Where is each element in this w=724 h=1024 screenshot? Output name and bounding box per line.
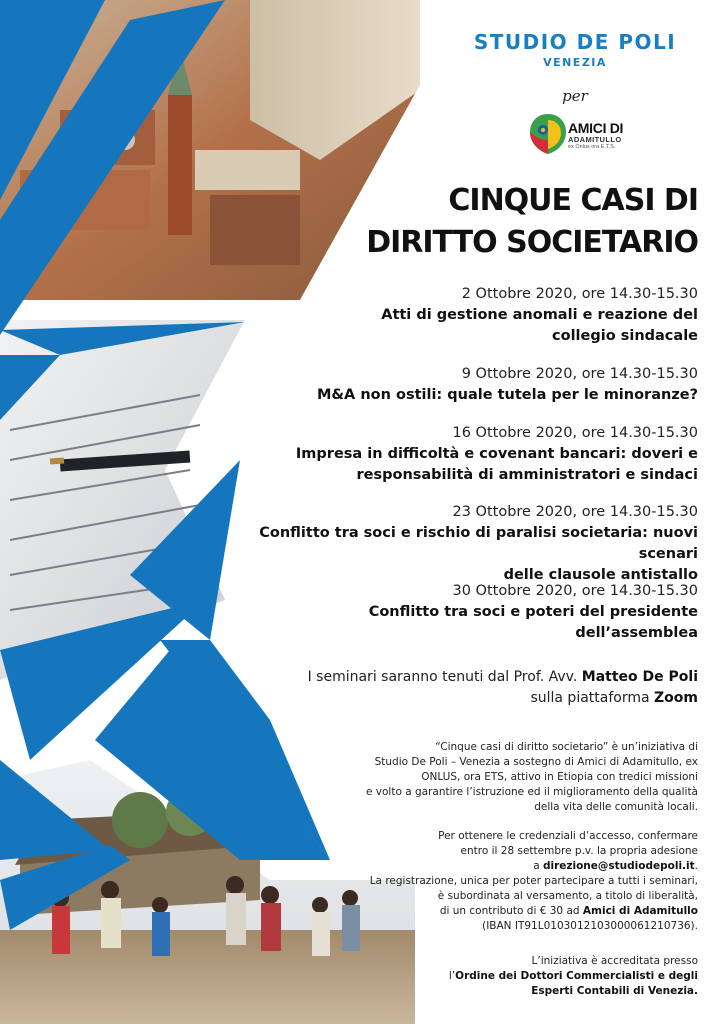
brand-city: VENEZIA bbox=[543, 56, 607, 69]
session-date: 9 Ottobre 2020, ore 14.30-15.30 bbox=[461, 366, 698, 382]
session-date: 16 Ottobre 2020, ore 14.30-15.30 bbox=[452, 425, 698, 441]
session-title: delle clausole antistallo bbox=[503, 567, 698, 583]
session-title: Impresa in difficoltà e covenant bancari: doveri e bbox=[295, 446, 698, 462]
session-item bbox=[258, 423, 698, 486]
order-prefix: l’ bbox=[448, 970, 456, 982]
session-title: Atti di gestione anomali e reazione del bbox=[381, 307, 698, 323]
session-title: dell’assemblea bbox=[575, 625, 698, 641]
accreditation-paragraph bbox=[298, 954, 698, 999]
brand-name: STUDIO DE POLI bbox=[473, 30, 677, 54]
session-date: 30 Ottobre 2020, ore 14.30-15.30 bbox=[452, 583, 698, 599]
logo-tagline: ex Onlus ora E.T.S. bbox=[568, 144, 616, 150]
platform-prefix: sulla piattaforma bbox=[530, 690, 650, 706]
logo-title: AMICI DI bbox=[568, 120, 624, 136]
email-prefix: a bbox=[533, 860, 540, 872]
session-item bbox=[258, 502, 698, 586]
amici-logo-icon bbox=[528, 112, 568, 156]
amici-logo bbox=[528, 110, 638, 158]
platform-name: Zoom bbox=[654, 690, 698, 706]
session-title: Conflitto tra soci e poteri del presidente bbox=[368, 604, 698, 620]
text-line: ONLUS, ora ETS, attivo in Etiopia con tredici missioni bbox=[421, 771, 698, 783]
order-line-1 bbox=[298, 969, 698, 984]
registration-paragraph bbox=[298, 829, 698, 934]
speaker-prefix: I seminari saranno tenuti dal Prof. Avv. bbox=[307, 669, 578, 685]
session-title: M&A non ostili: quale tutela per le minoranze? bbox=[316, 387, 698, 403]
text-line: “Cinque casi di diritto societario” è un’iniziativa di bbox=[435, 741, 698, 753]
logo-subtitle: ADAMITULLO bbox=[568, 135, 622, 144]
session-title: collegio sindacale bbox=[552, 328, 698, 344]
order-line-2 bbox=[298, 984, 698, 999]
speaker-name: Matteo De Poli bbox=[581, 669, 698, 685]
contribution-line bbox=[298, 904, 698, 919]
email-suffix: . bbox=[694, 860, 698, 872]
session-date: 23 Ottobre 2020, ore 14.30-15.30 bbox=[452, 504, 698, 520]
contribution-org: Amici di Adamitullo bbox=[582, 905, 698, 917]
speaker-line bbox=[258, 667, 698, 688]
email-link[interactable]: direzione@studiodepoli.it bbox=[542, 860, 695, 872]
text-line: Per ottenere le credenziali d’accesso, confermare bbox=[438, 830, 698, 842]
text-line: La registrazione, unica per poter partecipare a tutti i seminari, bbox=[369, 875, 698, 887]
main-title bbox=[366, 180, 698, 264]
order-name-cont: Esperti Contabili di Venezia. bbox=[531, 985, 698, 997]
session-item bbox=[258, 284, 698, 347]
session-item bbox=[258, 581, 698, 644]
session-item bbox=[258, 364, 698, 406]
session-title: responsabilità di amministratori e sindaci bbox=[356, 467, 698, 483]
session-title: Conflitto tra soci e rischio di paralisi societaria: nuovi scenari bbox=[259, 525, 698, 562]
contribution-prefix: di un contributo di € 30 ad bbox=[439, 905, 580, 917]
email-line bbox=[298, 859, 698, 874]
iban-line: (IBAN IT91L0103012103000061210736). bbox=[482, 920, 698, 932]
session-date: 2 Ottobre 2020, ore 14.30-15.30 bbox=[461, 286, 698, 302]
text-line: e volto a garantire l’istruzione ed il miglioramento della qualità bbox=[365, 786, 698, 798]
text-line: della vita delle comunità locali. bbox=[534, 801, 698, 813]
main-title-line-1: CINQUE CASI DI bbox=[448, 183, 698, 218]
order-name: Ordine dei Dottori Commercialisti e degli bbox=[455, 970, 698, 982]
per-text: per bbox=[562, 87, 588, 105]
text-line: entro il 28 settembre p.v. la propria adesione bbox=[460, 845, 698, 857]
text-line: L’iniziativa è accreditata presso bbox=[531, 955, 698, 967]
platform-line bbox=[258, 688, 698, 709]
main-title-line-2: DIRITTO SOCIETARIO bbox=[366, 225, 698, 260]
about-paragraph bbox=[298, 740, 698, 815]
text-line: è subordinata al versamento, a titolo di liberalità, bbox=[437, 890, 698, 902]
speaker-info bbox=[258, 667, 698, 709]
text-line: Studio De Poli – Venezia a sostegno di Amici di Adamitullo, ex bbox=[374, 756, 698, 768]
header bbox=[440, 30, 710, 105]
